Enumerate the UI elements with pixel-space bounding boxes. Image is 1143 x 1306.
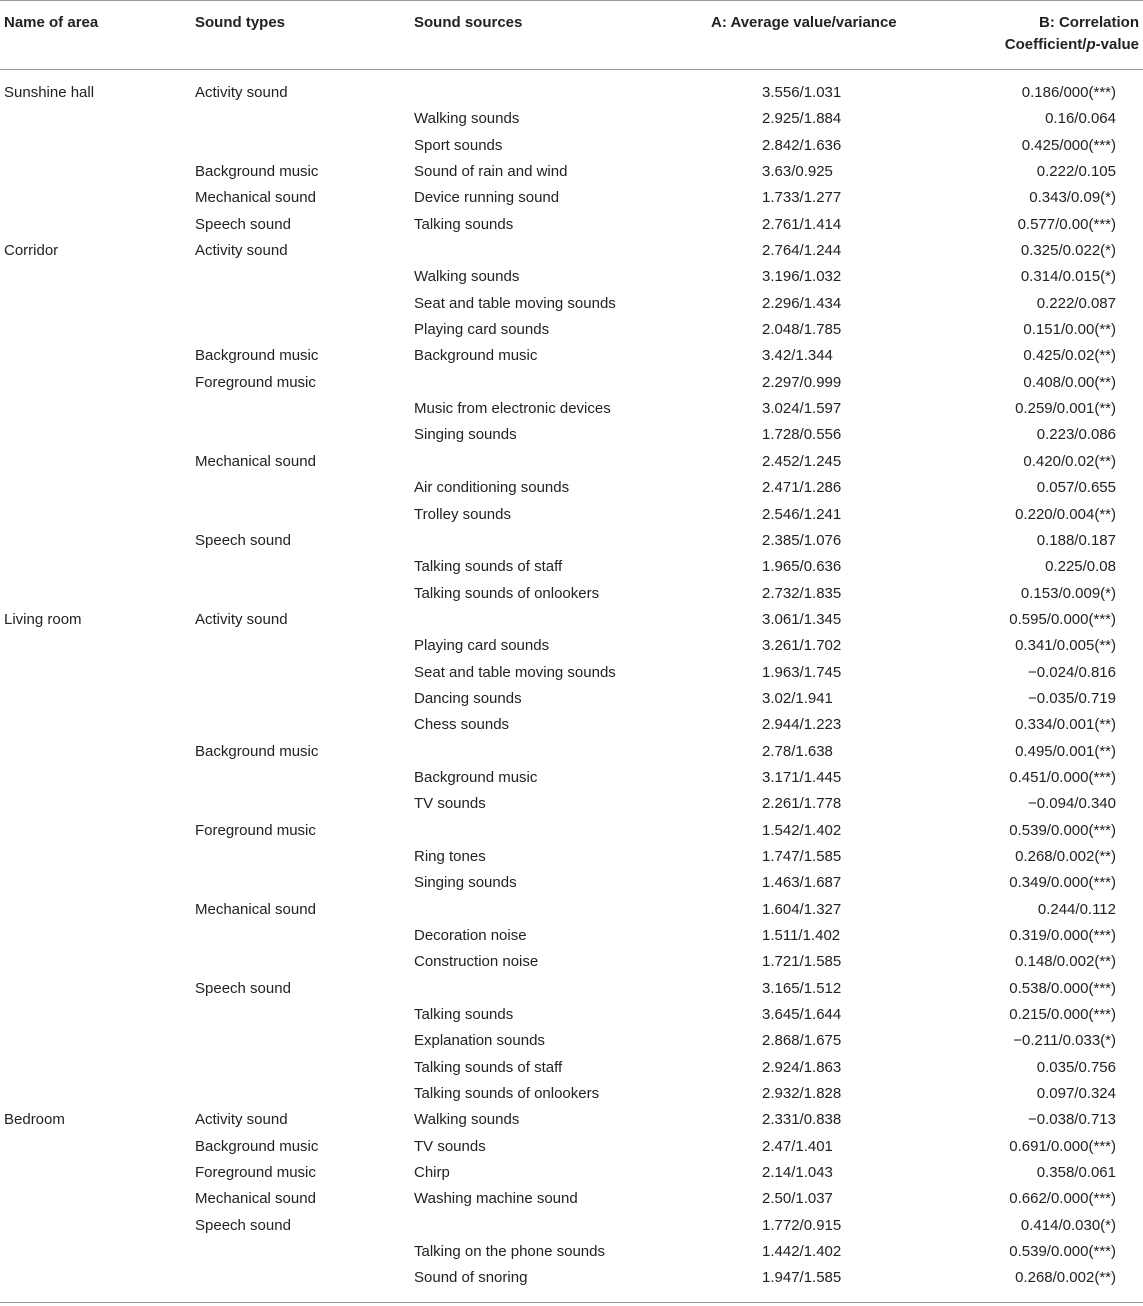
cell-average-variance: 1.542/1.402 <box>762 821 842 839</box>
cell-sound-source: Decoration noise <box>414 927 527 944</box>
cell-correlation: 0.225/0.08 <box>1045 558 1116 576</box>
cell-correlation: 0.341/0.005(**) <box>1015 637 1116 655</box>
cell-correlation: 0.151/0.00(**) <box>1023 321 1116 339</box>
cell-sound-type: Background music <box>195 1137 319 1155</box>
table-row <box>0 106 1143 132</box>
cell-correlation: 0.595/0.000(***) <box>1009 610 1116 628</box>
cell-correlation: 0.259/0.001(**) <box>1015 400 1116 418</box>
cell-sound-source: Washing machine sound <box>414 1190 578 1208</box>
cell-correlation: 0.148/0.002(**) <box>1015 953 1116 971</box>
cell-average-variance: 2.471/1.286 <box>762 479 842 497</box>
cell-correlation: 0.408/0.00(**) <box>1023 373 1116 391</box>
table-row <box>0 159 1143 185</box>
table-row <box>0 502 1143 528</box>
cell-correlation: 0.188/0.187 <box>1036 531 1116 549</box>
cell-sound-type: Foreground music <box>195 1164 316 1182</box>
table-row <box>0 238 1143 264</box>
table-row <box>0 291 1143 317</box>
table-row <box>0 818 1143 844</box>
table-row <box>0 396 1143 422</box>
cell-correlation: 0.268/0.002(**) <box>1015 1269 1116 1287</box>
cell-sound-type: Foreground music <box>195 821 316 839</box>
header-area: Name of area <box>4 14 99 31</box>
cell-correlation: −0.094/0.340 <box>1027 795 1116 813</box>
cell-correlation: 0.223/0.086 <box>1036 426 1116 444</box>
cell-correlation: 0.222/0.105 <box>1036 163 1116 181</box>
cell-correlation: 0.538/0.000(***) <box>1009 979 1116 997</box>
cell-sound-source: TV sounds <box>414 1137 486 1155</box>
cell-average-variance: 1.728/0.556 <box>762 426 842 444</box>
cell-correlation: 0.420/0.02(**) <box>1023 452 1116 470</box>
cell-correlation: 0.16/0.064 <box>1045 110 1116 128</box>
cell-sound-source: Talking on the phone sounds <box>414 1243 605 1261</box>
table-row <box>0 897 1143 923</box>
cell-sound-source: Seat and table moving sounds <box>414 294 616 312</box>
cell-correlation: 0.358/0.061 <box>1036 1164 1116 1182</box>
cell-sound-type: Mechanical sound <box>195 189 316 207</box>
table-row <box>0 185 1143 211</box>
cell-sound-source: Playing card sounds <box>414 637 550 655</box>
cell-sound-type: Background music <box>195 163 319 181</box>
table-row <box>0 528 1143 554</box>
cell-sound-type: Speech sound <box>195 215 291 233</box>
cell-correlation: −0.038/0.713 <box>1027 1111 1116 1129</box>
cell-sound-source: Explanation sounds <box>414 1032 545 1050</box>
cell-correlation: 0.334/0.001(**) <box>1015 716 1116 734</box>
cell-sound-source: Talking sounds of onlookers <box>414 584 600 602</box>
table-row <box>0 633 1143 659</box>
cell-correlation: 0.451/0.000(***) <box>1009 768 1116 786</box>
cell-average-variance: 2.14/1.043 <box>762 1164 833 1182</box>
table-row <box>0 1134 1143 1160</box>
cell-average-variance: 3.645/1.644 <box>762 1006 842 1024</box>
cell-sound-source: Chirp <box>414 1164 450 1182</box>
bottom-rule <box>0 1302 1143 1303</box>
cell-correlation: 0.425/000(***) <box>1021 136 1116 154</box>
cell-average-variance: 2.47/1.401 <box>762 1137 833 1155</box>
table-row <box>0 949 1143 975</box>
table-header <box>0 0 1143 70</box>
cell-sound-source: Walking sounds <box>414 1111 520 1129</box>
cell-correlation: 0.186/000(***) <box>1021 84 1116 101</box>
cell-average-variance: 2.78/1.638 <box>762 742 833 760</box>
cell-correlation: −0.024/0.816 <box>1027 663 1116 681</box>
cell-sound-source: Sound of snoring <box>414 1269 528 1287</box>
cell-average-variance: 2.048/1.785 <box>762 321 842 339</box>
cell-sound-source: Singing sounds <box>414 874 517 892</box>
cell-sound-type: Activity sound <box>195 242 288 260</box>
table-row <box>0 80 1143 106</box>
cell-average-variance: 1.463/1.687 <box>762 874 842 892</box>
cell-average-variance: 3.63/0.925 <box>762 163 833 181</box>
cell-average-variance: 3.061/1.345 <box>762 610 842 628</box>
table-row <box>0 765 1143 791</box>
cell-average-variance: 1.733/1.277 <box>762 189 842 207</box>
cell-correlation: 0.691/0.000(***) <box>1009 1137 1116 1155</box>
cell-average-variance: 1.963/1.745 <box>762 663 842 681</box>
cell-sound-type: Speech sound <box>195 1216 291 1234</box>
table-row <box>0 1213 1143 1239</box>
cell-average-variance: 3.42/1.344 <box>762 347 833 365</box>
cell-correlation: 0.343/0.09(*) <box>1029 189 1116 207</box>
cell-average-variance: 3.024/1.597 <box>762 400 842 418</box>
table-row <box>0 1160 1143 1186</box>
table-row <box>0 791 1143 817</box>
cell-average-variance: 1.604/1.327 <box>762 900 842 918</box>
cell-average-variance: 1.511/1.402 <box>762 927 841 944</box>
cell-sound-source: Background music <box>414 347 538 365</box>
table-body <box>0 80 1143 1292</box>
cell-area: Living room <box>4 610 82 628</box>
header-average-variance: A: Average value/variance <box>711 14 897 31</box>
cell-average-variance: 2.261/1.778 <box>762 795 842 813</box>
cell-correlation: 0.577/0.00(***) <box>1017 215 1116 233</box>
table-row <box>0 686 1143 712</box>
cell-average-variance: 1.442/1.402 <box>762 1243 842 1261</box>
header-correlation-line2: Coefficient/p-value <box>1004 36 1139 53</box>
cell-correlation: 0.268/0.002(**) <box>1015 847 1116 865</box>
cell-sound-source: Seat and table moving sounds <box>414 663 616 681</box>
cell-sound-source: Talking sounds <box>414 1006 514 1024</box>
table-row <box>0 712 1143 738</box>
cell-average-variance: 2.764/1.244 <box>762 242 842 260</box>
cell-correlation: 0.222/0.087 <box>1036 294 1116 312</box>
cell-sound-source: Chess sounds <box>414 716 510 734</box>
cell-average-variance: 2.944/1.223 <box>762 716 842 734</box>
table-row <box>0 1028 1143 1054</box>
header-sound-sources: Sound sources <box>414 14 523 31</box>
cell-sound-source: Trolley sounds <box>414 505 511 523</box>
cell-average-variance: 2.868/1.675 <box>762 1032 842 1050</box>
cell-correlation: 0.414/0.030(*) <box>1020 1216 1116 1234</box>
table-row <box>0 1055 1143 1081</box>
table-row <box>0 264 1143 290</box>
cell-average-variance: 2.761/1.414 <box>762 215 842 233</box>
cell-sound-source: Background music <box>414 768 538 786</box>
header-sound-types: Sound types <box>195 14 286 31</box>
cell-sound-type: Mechanical sound <box>195 1190 316 1208</box>
cell-average-variance: 1.947/1.585 <box>762 1269 842 1287</box>
cell-average-variance: 2.385/1.076 <box>762 531 842 549</box>
table-row <box>0 923 1143 949</box>
cell-area: Sunshine hall <box>4 84 95 101</box>
cell-sound-type: Activity sound <box>195 84 288 101</box>
cell-sound-source: Air conditioning sounds <box>414 479 570 497</box>
table-row <box>0 422 1143 448</box>
table-row <box>0 317 1143 343</box>
table-row <box>0 739 1143 765</box>
cell-correlation: 0.215/0.000(***) <box>1009 1006 1116 1024</box>
cell-sound-source: Talking sounds of staff <box>414 1058 563 1076</box>
table-row <box>0 212 1143 238</box>
cell-correlation: 0.057/0.655 <box>1036 479 1116 497</box>
cell-sound-source: Walking sounds <box>414 110 520 128</box>
table-row <box>0 844 1143 870</box>
header-correlation-line1: B: Correlation <box>1038 14 1139 31</box>
cell-average-variance: 2.924/1.863 <box>762 1058 842 1076</box>
cell-sound-source: Music from electronic devices <box>414 400 611 418</box>
cell-correlation: 0.153/0.009(*) <box>1020 584 1116 602</box>
cell-average-variance: 2.331/0.838 <box>762 1111 842 1129</box>
cell-correlation: 0.539/0.000(***) <box>1009 821 1116 839</box>
table-row <box>0 1081 1143 1107</box>
cell-average-variance: 2.925/1.884 <box>762 110 842 128</box>
cell-average-variance: 3.165/1.512 <box>762 979 842 997</box>
cell-correlation: 0.349/0.000(***) <box>1009 874 1116 892</box>
cell-average-variance: 2.842/1.636 <box>762 136 842 154</box>
cell-average-variance: 1.965/0.636 <box>762 558 842 576</box>
cell-correlation: 0.035/0.756 <box>1036 1058 1116 1076</box>
header-correlation <box>1005 12 1139 56</box>
cell-average-variance: 3.02/1.941 <box>762 689 833 707</box>
table-row <box>0 660 1143 686</box>
cell-sound-source: Singing sounds <box>414 426 517 444</box>
cell-sound-source: Talking sounds of onlookers <box>414 1085 600 1103</box>
cell-average-variance: 2.50/1.037 <box>762 1190 833 1208</box>
cell-sound-type: Activity sound <box>195 610 288 628</box>
cell-average-variance: 3.171/1.445 <box>762 768 842 786</box>
cell-average-variance: 3.556/1.031 <box>762 84 842 101</box>
table-row <box>0 581 1143 607</box>
cell-average-variance: 2.452/1.245 <box>762 452 842 470</box>
cell-correlation: 0.425/0.02(**) <box>1023 347 1116 365</box>
cell-sound-source: Device running sound <box>414 189 560 207</box>
cell-sound-type: Foreground music <box>195 373 316 391</box>
table-row <box>0 554 1143 580</box>
table-row <box>0 370 1143 396</box>
cell-average-variance: 1.721/1.585 <box>762 953 842 971</box>
cell-sound-source: Sport sounds <box>414 136 503 154</box>
cell-correlation: −0.211/0.033(*) <box>1013 1032 1116 1050</box>
cell-correlation: 0.220/0.004(**) <box>1015 505 1116 523</box>
cell-average-variance: 2.296/1.434 <box>762 294 842 312</box>
cell-average-variance: 3.196/1.032 <box>762 268 842 286</box>
table-row <box>0 1002 1143 1028</box>
cell-sound-source: Construction noise <box>414 953 539 971</box>
table-row <box>0 607 1143 633</box>
table-row <box>0 976 1143 1002</box>
cell-sound-type: Activity sound <box>195 1111 288 1129</box>
table-row <box>0 475 1143 501</box>
cell-correlation: 0.314/0.015(*) <box>1020 268 1116 286</box>
cell-correlation: 0.662/0.000(***) <box>1009 1190 1116 1208</box>
cell-sound-source: Playing card sounds <box>414 321 550 339</box>
cell-sound-type: Mechanical sound <box>195 900 316 918</box>
cell-correlation: 0.325/0.022(*) <box>1020 242 1116 260</box>
cell-sound-source: Talking sounds <box>414 215 514 233</box>
cell-correlation: 0.495/0.001(**) <box>1015 742 1116 760</box>
cell-average-variance: 1.747/1.585 <box>762 847 842 865</box>
cell-sound-type: Background music <box>195 347 319 365</box>
table-row <box>0 1265 1143 1291</box>
cell-average-variance: 2.546/1.241 <box>762 505 842 523</box>
cell-correlation: 0.539/0.000(***) <box>1009 1243 1116 1261</box>
cell-sound-source: Ring tones <box>414 847 486 865</box>
cell-sound-type: Mechanical sound <box>195 452 316 470</box>
cell-correlation: −0.035/0.719 <box>1027 689 1116 707</box>
cell-sound-source: Talking sounds of staff <box>414 558 563 576</box>
cell-average-variance: 3.261/1.702 <box>762 637 842 655</box>
table-row <box>0 1239 1143 1265</box>
table-row <box>0 870 1143 896</box>
cell-sound-type: Background music <box>195 742 319 760</box>
cell-correlation: 0.319/0.000(***) <box>1009 927 1116 944</box>
table-row <box>0 1186 1143 1212</box>
cell-sound-source: Sound of rain and wind <box>414 163 568 181</box>
cell-average-variance: 1.772/0.915 <box>762 1216 842 1234</box>
cell-correlation: 0.097/0.324 <box>1036 1085 1116 1103</box>
cell-sound-source: Dancing sounds <box>414 689 522 707</box>
cell-correlation: 0.244/0.112 <box>1037 900 1116 918</box>
cell-sound-type: Speech sound <box>195 979 291 997</box>
table-row <box>0 133 1143 159</box>
cell-average-variance: 2.932/1.828 <box>762 1085 842 1103</box>
cell-area: Corridor <box>4 242 59 260</box>
table-row <box>0 449 1143 475</box>
cell-sound-type: Speech sound <box>195 531 291 549</box>
table-row <box>0 1107 1143 1133</box>
cell-area: Bedroom <box>4 1111 65 1129</box>
cell-sound-source: TV sounds <box>414 795 486 813</box>
cell-average-variance: 2.732/1.835 <box>762 584 842 602</box>
cell-sound-source: Walking sounds <box>414 268 520 286</box>
cell-average-variance: 2.297/0.999 <box>762 373 842 391</box>
table-row <box>0 343 1143 369</box>
